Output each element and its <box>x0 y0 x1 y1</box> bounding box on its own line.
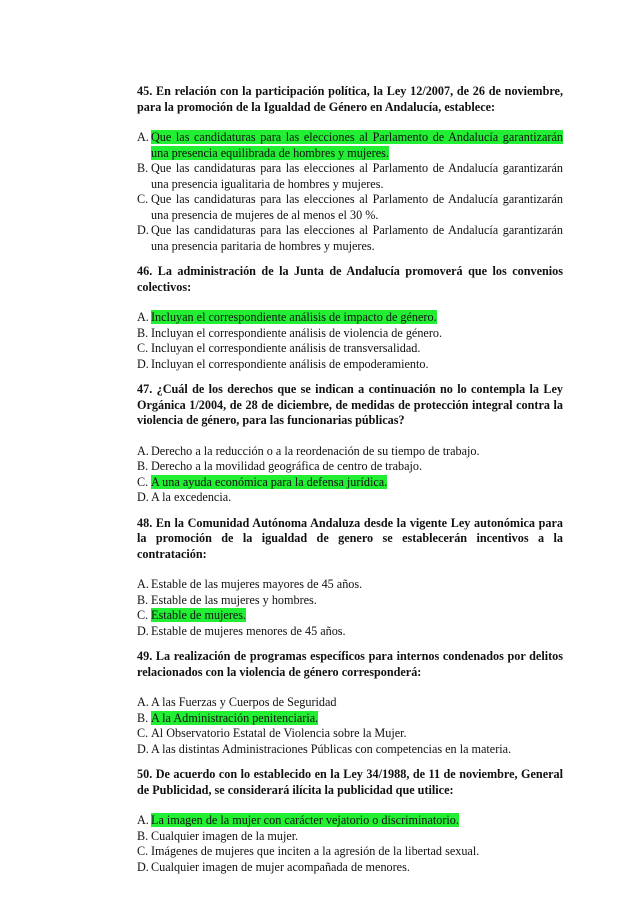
option-letter: B. <box>137 161 149 175</box>
option-text: Incluyan el correspondiente análisis de empoderamiento. <box>151 356 429 371</box>
option-letter: A. <box>137 577 149 591</box>
question-statement: De acuerdo con lo establecido en la Ley 34/1988, de 11 de noviembre, General de Publicidad, se considerará ilícita la publicidad que utilice: <box>137 767 563 797</box>
option-text: A la excedencia. <box>151 490 232 504</box>
question-statement: ¿Cuál de los derechos que se indican a continuación no lo contempla la Ley Orgánica 1/2004, de 28 de diciembre, de medidas de protección integral contra la violencia de género, para las funcionarias públicas? <box>137 382 563 427</box>
answer-option <box>137 624 563 640</box>
correct-answer-highlight: La imagen de la mujer con carácter vejatorio o discriminatorio. <box>151 813 459 827</box>
question-number: 50. <box>137 767 153 781</box>
option-letter: A. <box>137 813 149 827</box>
option-text: Incluyan el correspondiente análisis de violencia de género. <box>151 325 443 340</box>
question-block <box>137 649 563 757</box>
question-text <box>137 382 563 429</box>
option-text: Imágenes de mujeres que inciten a la agresión de la libertad sexual. <box>151 844 480 858</box>
option-text: Estable de las mujeres y hombres. <box>151 592 317 607</box>
answer-option <box>137 813 563 829</box>
option-letter: C. <box>137 844 149 858</box>
answer-option <box>137 860 563 876</box>
option-letter: A. <box>137 443 149 458</box>
question-block <box>137 84 563 254</box>
answer-option <box>137 223 563 254</box>
answer-option <box>137 577 563 593</box>
answer-option <box>137 444 563 460</box>
answer-option <box>137 310 563 326</box>
question-statement: La realización de programas específicos para internos condenados por delitos relacionados con la violencia de género corresponderá: <box>137 649 564 679</box>
option-text: Derecho a la movilidad geográfica de centro de trabajo. <box>151 459 423 473</box>
option-letter: D. <box>137 223 149 237</box>
question-number: 46. <box>137 264 153 278</box>
question-number: 45. <box>137 84 153 98</box>
question-list <box>137 84 563 875</box>
question-text <box>137 649 563 680</box>
option-text: Que las candidaturas para las elecciones al Parlamento de Andalucía garantizarán una presencia de mujeres de al menos el 30 %. <box>151 192 563 222</box>
option-text: Que las candidaturas para las elecciones al Parlamento de Andalucía garantizarán una presencia igualitaria de hombres y mujeres. <box>151 161 563 191</box>
question-text <box>137 767 563 798</box>
option-text: Incluyan el correspondiente análisis de transversalidad. <box>151 341 421 355</box>
answer-option <box>137 742 563 758</box>
answer-option <box>137 161 563 192</box>
question-statement: En la Comunidad Autónoma Andaluza desde la vigente Ley autonómica para la promoción de la igualdad de genero se establecerán incentivos a la contratación: <box>137 515 564 561</box>
question-block <box>137 382 563 506</box>
question-text <box>137 516 563 563</box>
answer-option <box>137 459 563 475</box>
correct-answer-highlight: Incluyan el correspondiente análisis de impacto de género. <box>151 310 437 324</box>
option-text: Cualquier imagen de mujer acompañada de menores. <box>151 859 410 874</box>
option-letter: C. <box>137 608 149 622</box>
option-letter: A. <box>137 310 149 324</box>
answer-option <box>137 695 563 711</box>
option-letter: D. <box>137 859 149 874</box>
document-page <box>137 84 563 885</box>
option-text: Que las candidaturas para las elecciones al Parlamento de Andalucía garantizarán una presencia paritaria de hombres y mujeres. <box>151 223 563 253</box>
correct-answer-highlight: A la Administración penitenciaria. <box>151 710 319 725</box>
option-text: A las Fuerzas y Cuerpos de Seguridad <box>151 695 337 709</box>
answer-option <box>137 726 563 742</box>
question-block <box>137 767 563 875</box>
answer-option <box>137 608 563 624</box>
option-letter: B. <box>137 325 149 340</box>
option-letter: C. <box>137 726 149 740</box>
question-text <box>137 264 563 295</box>
question-number: 47. <box>137 382 153 396</box>
option-text: Estable de mujeres menores de 45 años. <box>151 623 346 638</box>
option-letter: A. <box>137 130 149 144</box>
option-text: A las distintas Administraciones Públicas con competencias en la materia. <box>151 741 512 756</box>
question-block <box>137 516 563 640</box>
answer-option <box>137 490 563 506</box>
option-letter: B. <box>137 710 149 725</box>
option-text: Estable de las mujeres mayores de 45 años. <box>151 577 363 591</box>
correct-answer-highlight: Estable de mujeres. <box>151 608 247 622</box>
answer-option <box>137 357 563 373</box>
option-text: Derecho a la reducción o a la reordenación de su tiempo de trabajo. <box>151 443 480 458</box>
option-letter: C. <box>137 474 149 489</box>
question-block <box>137 264 563 372</box>
answer-option <box>137 341 563 357</box>
option-letter: B. <box>137 459 149 473</box>
option-letter: C. <box>137 341 149 355</box>
answer-option <box>137 829 563 845</box>
option-letter: D. <box>137 623 149 638</box>
question-statement: La administración de la Junta de Andalucía promoverá que los convenios colectivos: <box>137 264 564 294</box>
option-letter: B. <box>137 592 149 607</box>
answer-option <box>137 326 563 342</box>
option-letter: C. <box>137 192 149 206</box>
option-text: Al Observatorio Estatal de Violencia sobre la Mujer. <box>151 726 407 740</box>
option-letter: D. <box>137 356 149 371</box>
answer-option <box>137 593 563 609</box>
question-number: 48. <box>137 515 153 530</box>
answer-option <box>137 475 563 491</box>
answer-option <box>137 192 563 223</box>
option-letter: D. <box>137 741 149 756</box>
answer-option <box>137 130 563 161</box>
option-letter: D. <box>137 490 149 504</box>
question-text <box>137 84 563 115</box>
question-statement: En relación con la participación política, la Ley 12/2007, de 26 de noviembre, para la promoción de la Igualdad de Género en Andalucía, establece: <box>137 84 564 114</box>
correct-answer-highlight: Que las candidaturas para las elecciones al Parlamento de Andalucía garantizarán una presencia equilibrada de hombres y mujeres. <box>151 130 563 160</box>
option-text: Cualquier imagen de la mujer. <box>151 828 299 843</box>
question-number: 49. <box>137 649 153 663</box>
option-letter: B. <box>137 828 149 843</box>
correct-answer-highlight: A una ayuda económica para la defensa jurídica. <box>151 474 388 489</box>
option-letter: A. <box>137 695 149 709</box>
answer-option <box>137 711 563 727</box>
answer-option <box>137 844 563 860</box>
